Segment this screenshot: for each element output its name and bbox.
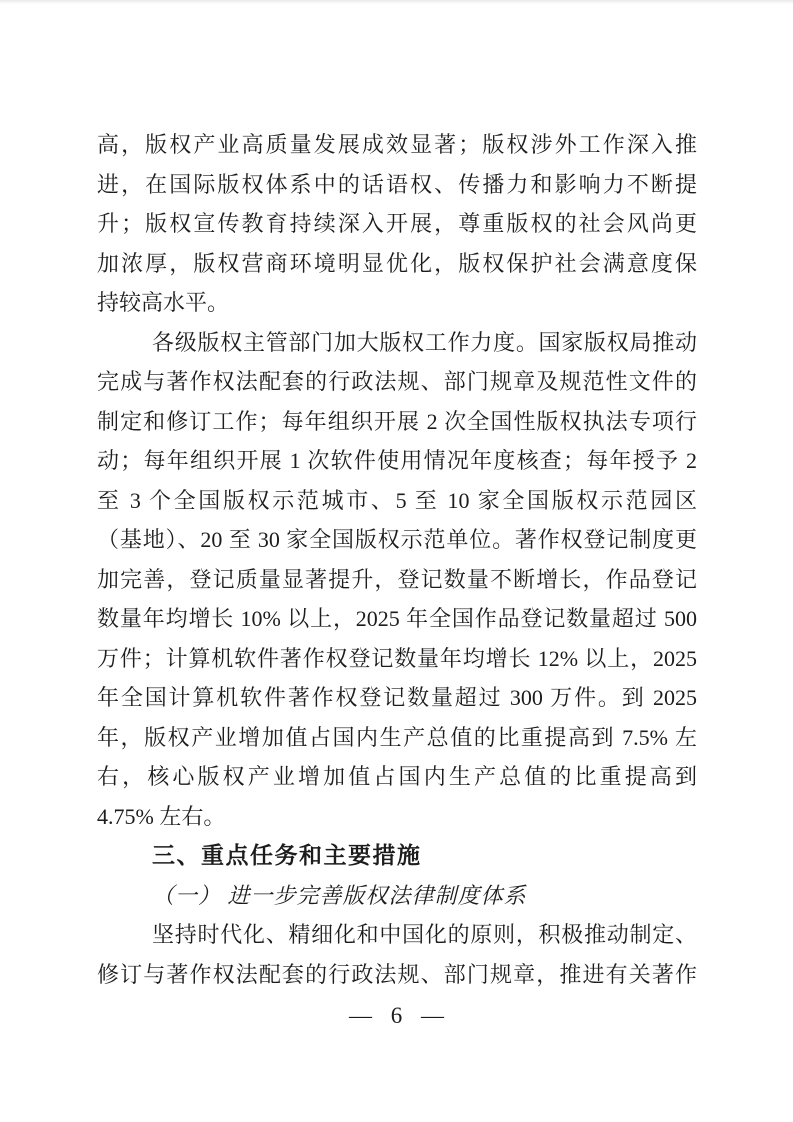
- body-line: 4.75% 左右。: [97, 803, 226, 829]
- scan-edge-artifact: [0, 0, 793, 4]
- body-line: 制定和修订工作；每年组织开展 2 次全国性版权执法专项行: [97, 408, 697, 434]
- page-number: — 6 —: [349, 1003, 444, 1028]
- body-line: 完成与著作权法配套的行政法规、部门规章及规范性文件的: [97, 369, 697, 394]
- body-line: 加浓厚，版权营商环境明显优化，版权保护社会满意度保: [97, 250, 697, 276]
- body-line: 升；版权宣传教育持续深入开展，尊重版权的社会风尚更: [97, 211, 697, 236]
- body-line: 右，核心版权产业增加值占国内生产总值的比重提高到: [97, 764, 697, 789]
- document-body: [97, 125, 697, 994]
- subsection-heading: （一） 进一步完善版权法律制度体系: [152, 882, 527, 908]
- body-line: 数量年均增长 10% 以上，2025 年全国作品登记数量超过 500: [97, 606, 697, 631]
- body-line: 高，版权产业高质量发展成效显著；版权涉外工作深入推: [97, 132, 697, 157]
- section-heading: 三、重点任务和主要措施: [152, 842, 422, 868]
- body-line: 年全国计算机软件著作权登记数量超过 300 万件。到 2025: [97, 685, 697, 710]
- body-line: 加完善，登记质量显著提升，登记数量不断增长，作品登记: [97, 566, 697, 592]
- body-line: 修订与著作权法配套的行政法规、部门规章，推进有关著作: [97, 961, 697, 987]
- body-line: 持较高水平。: [97, 290, 230, 315]
- body-line: 年，版权产业增加值占国内生产总值的比重提高到 7.5% 左: [97, 724, 697, 750]
- body-line: （基地）、20 至 30 家全国版权示范单位。著作权登记制度更: [97, 527, 697, 552]
- body-line: 万件；计算机软件著作权登记数量年均增长 12% 以上，2025: [97, 645, 697, 671]
- body-line: 坚持时代化、精细化和中国化的原则，积极推动制定、: [152, 922, 697, 947]
- body-line: 进，在国际版权体系中的话语权、传播力和影响力不断提: [97, 171, 697, 197]
- body-line: 各级版权主管部门加大版权工作力度。国家版权局推动: [152, 329, 697, 355]
- body-line: 动；每年组织开展 1 次软件使用情况年度核查；每年授予 2: [97, 448, 697, 473]
- body-line: 至 3 个全国版权示范城市、5 至 10 家全国版权示范园区: [97, 487, 697, 513]
